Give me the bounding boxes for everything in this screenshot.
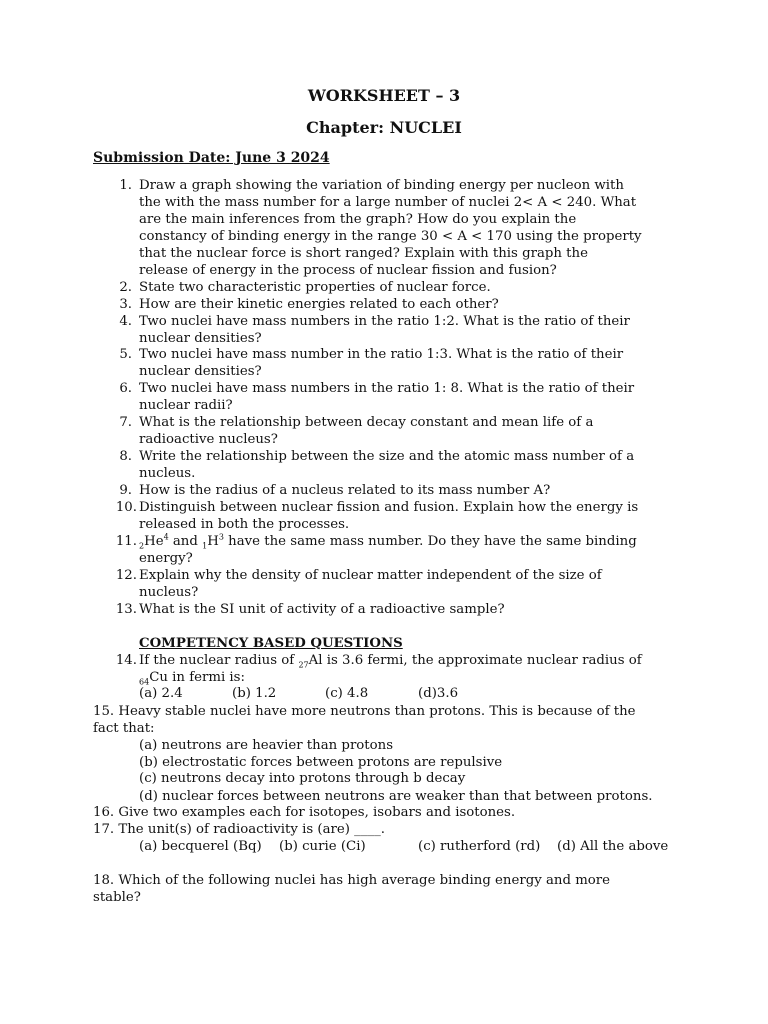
option-a: (a) 2.4 <box>139 686 183 701</box>
chapter-title: Chapter: NUCLEI <box>306 118 462 137</box>
option-a: (a) becquerel (Bq) <box>139 839 262 854</box>
option-c: (c) 4.8 <box>325 686 369 701</box>
option-c: (c) neutrons decay into protons through b decay <box>139 771 466 786</box>
question-16: 16. Give two examples each for isotopes, isobars and isotones. <box>93 805 516 820</box>
option-b: (b) curie (Ci) <box>279 839 366 854</box>
worksheet-title: WORKSHEET – 3 <box>307 86 461 105</box>
option-b: (b) electrostatic forces between protons are repulsive <box>139 755 503 770</box>
option-d: (d) nuclear forces between neutrons are weaker than that between protons. <box>139 789 653 804</box>
option-c: (c) rutherford (rd) <box>418 839 541 854</box>
option-b: (b) 1.2 <box>232 686 277 701</box>
option-a: (a) neutrons are heavier than protons <box>139 738 394 753</box>
option-d: (d) All the above <box>557 839 669 854</box>
submission-date: Submission Date: June 3 2024 <box>93 150 330 166</box>
option-d: (d)3.6 <box>418 686 459 701</box>
competency-heading: COMPETENCY BASED QUESTIONS <box>139 636 403 651</box>
